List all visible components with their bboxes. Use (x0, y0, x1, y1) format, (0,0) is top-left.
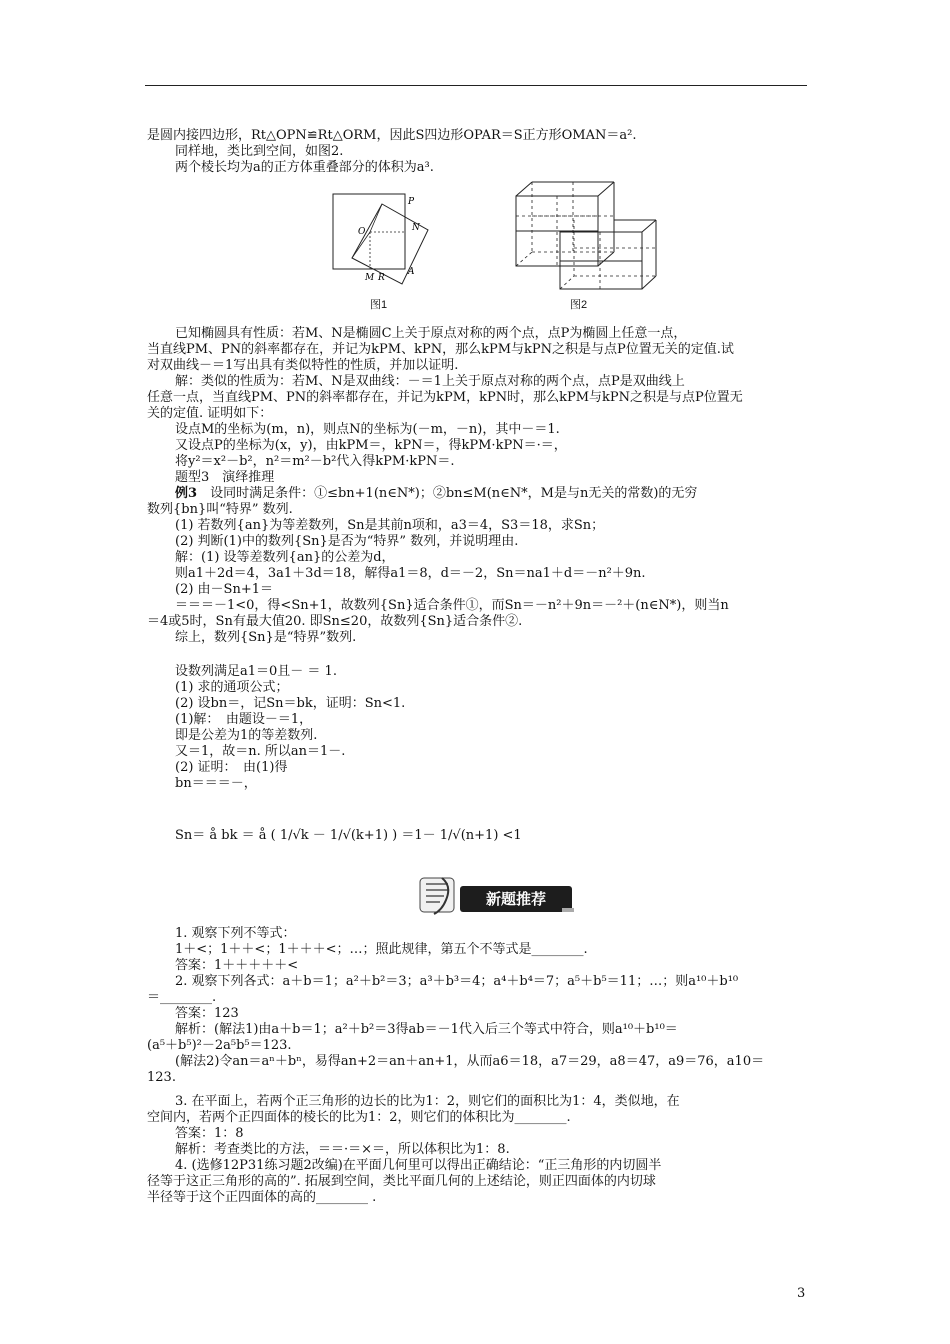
text-line: 对双曲线－＝1写出具有类似特性的性质，并加以证明. (147, 358, 459, 373)
text-line: 则a1＋2d＝4，3a1＋3d＝18，解得a1＝8，d＝－2，Sn＝na1＋d＝－n²＋9n. (175, 566, 646, 581)
text-line: (2) 证明： 由(1)得 (175, 760, 288, 775)
text-line: 综上，数列{Sn}是“特界”数列. (175, 630, 357, 645)
text-line: 答案：1＋＋＋＋＋< (175, 958, 299, 973)
text-line: (2) 判断(1)中的数列{Sn}是否为“特界” 数列，并说明理由. (175, 534, 519, 549)
text-line: 解析：考查类比的方法，＝＝·＝×＝，所以体积比为1：8. (175, 1142, 510, 1157)
text-line: 解析：(解法1)由a＋b＝1；a²＋b²＝3得ab＝－1代入后三个等式中符合，则a¹⁰＋b¹⁰＝ (175, 1022, 678, 1037)
figure-1-square-rotation (330, 192, 430, 292)
text-line: (1) 求的通项公式； (175, 680, 289, 695)
text-line: 是圆内接四边形，Rt△OPN≌Rt△ORM，因此S四边形OPAR＝S正方形OMAN＝a². (147, 128, 637, 143)
text-line: 空间内，若两个正四面体的棱长的比为1：2，则它们的体积比为________. (147, 1110, 571, 1125)
text-line: 任意一点，当直线PM、PN的斜率都存在，并记为kPM，kPN时，那么kPM与kPN之积是与点P位置无 (147, 390, 743, 405)
text-line: (a⁵＋b⁵)²－2a⁵b⁵＝123. (147, 1038, 292, 1053)
section-heading: 题型3 演绎推理 (175, 470, 275, 485)
header-rule (145, 85, 807, 86)
fig1-label-r: R (378, 273, 385, 283)
text-line: (2) 设bn＝，记Sn＝bk，证明：Sn<1. (175, 696, 406, 711)
text-line: 解：类似的性质为：若M、N是双曲线：－＝1上关于原点对称的两个点，点P是双曲线上 (175, 374, 685, 389)
example-text: 设同时满足条件：①≤bn+1(n∈N*)；②bn≤M(n∈N*，M是与n无关的常数)的无穷 (210, 486, 698, 501)
text-line: 径等于这正三角形的高的”. 拓展到空间，类比平面几何的上述结论，则正四面体的内切球 (147, 1174, 656, 1189)
text-line: 4. (选修12P31练习题2改编)在平面几何里可以得出正确结论：“正三角形的内切圆半 (175, 1158, 662, 1173)
text-line: (1)解： 由题设－＝1， (175, 712, 313, 727)
text-line: 同样地，类比到空间，如图2. (175, 144, 344, 159)
text-line: 1. 观察下列不等式： (175, 926, 296, 941)
page-number: 3 (797, 1286, 806, 1301)
fig1-label-n: N (412, 223, 420, 233)
text-line: 答案：123 (175, 1006, 239, 1021)
text-line: ＝＝＝－1<0，得<Sn+1，故数列{Sn}适合条件①，而Sn＝－n²＋9n＝－²＋(n∈N*)，则当n (175, 598, 729, 613)
text-line: (1) 若数列{an}为等差数列，Sn是其前n项和，a3＝4，S3＝18，求Sn； (175, 518, 605, 533)
text-line: 123. (147, 1070, 176, 1085)
text-line: 数列{bn}叫“特界” 数列. (147, 502, 293, 517)
figure-2-overlapping-cubes (510, 176, 660, 294)
text-line: bn＝＝＝－， (175, 776, 257, 791)
text-line: 已知椭圆具有性质：若M、N是椭圆C上关于原点对称的两个点，点P为椭圆上任意一点， (175, 326, 687, 341)
fig1-label-p: P (408, 197, 415, 207)
banner-title: 新题推荐 (485, 890, 547, 908)
text-line: 当直线PM、PN的斜率都存在，并记为kPM、kPN，那么kPM与kPN之积是与点P位置无关的定值.试 (147, 342, 734, 357)
text-line: 将y²＝x²－b²，n²＝m²－b²代入得kPM·kPN＝. (175, 454, 455, 469)
text-line: 设点M的坐标为(m，n)，则点N的坐标为(－m，－n)，其中－＝1. (175, 422, 560, 437)
text-line: 2. 观察下列各式：a＋b＝1；a²＋b²＝3；a³＋b³＝4；a⁴＋b⁴＝7；a⁵＋b⁵＝11；…；则a¹⁰＋b¹⁰ (175, 974, 739, 989)
text-line: 即是公差为1的等差数列. (175, 728, 318, 743)
figure-2-caption: 图2 (570, 299, 588, 311)
text-line: 又＝1，故＝n. 所以an＝1－. (175, 744, 346, 759)
example-line (175, 486, 697, 502)
figure-1-caption: 图1 (370, 299, 388, 311)
text-line: 关的定值. 证明如下： (147, 406, 273, 421)
summation-formula: Sn＝ å bk ＝ å ( 1/√k － 1/√(k+1) ) ＝1－ 1/√(n+1) <1 (175, 828, 522, 843)
text-line: 设数列满足a1＝0且－ ＝ 1. (175, 664, 337, 679)
text-line: 解：(1) 设等差数列{an}的公差为d， (175, 550, 395, 565)
fig1-label-o: O (358, 227, 366, 237)
text-line: (2) 由－Sn+1＝ (175, 582, 273, 597)
fig1-label-a: A (408, 267, 415, 277)
text-line: ＝________. (147, 990, 217, 1005)
new-questions-banner (412, 872, 577, 918)
text-line: 1＋<；1＋＋<；1＋＋＋<；…；照此规律，第五个不等式是________. (175, 942, 588, 957)
text-line: 半径等于这个正四面体的高的________ . (147, 1190, 377, 1205)
text-line: 答案：1：8 (175, 1126, 244, 1141)
text-line: 3. 在平面上，若两个正三角形的边长的比为1：2，则它们的面积比为1：4，类似地，在 (175, 1094, 680, 1109)
text-line: 两个棱长均为a的正方体重叠部分的体积为a³. (175, 160, 434, 175)
text-line: 又设点P的坐标为(x，y)，由kPM＝，kPN＝，得kPM·kPN＝·＝， (175, 438, 567, 453)
example-label: 例3 (175, 486, 198, 501)
fig1-label-m: M (365, 273, 375, 283)
text-line: (解法2)令an＝aⁿ＋bⁿ，易得an+2＝an＋an+1，从而a6＝18，a7＝29，a8＝47，a9＝76，a10＝ (175, 1054, 765, 1069)
text-line: ＝4或5时，Sn有最大值20. 即Sn≤20，故数列{Sn}适合条件②. (147, 614, 523, 629)
scroll-icon (420, 878, 454, 914)
